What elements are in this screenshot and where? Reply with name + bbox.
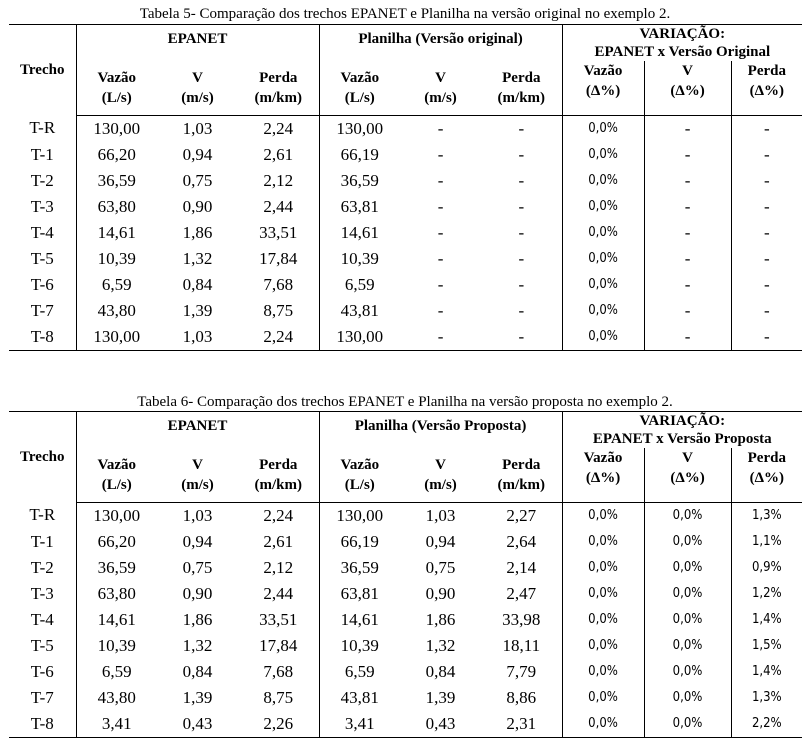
epanet-v-cell: 0,90 [182, 196, 213, 216]
planilha-vazao-cell: 36,59 [319, 168, 400, 194]
table-row [9, 685, 802, 711]
planilha-vazao-cell: 14,61 [319, 607, 400, 633]
variacao-subtitle: EPANET x Versão Original [594, 44, 771, 60]
trecho-cell: T-R [29, 505, 56, 525]
table6-body [9, 502, 802, 737]
epanet-v-cell: 1,32 [182, 635, 213, 655]
delta-v-cell: 0,0% [644, 633, 731, 659]
dv-unit: (Δ%) [670, 83, 705, 99]
vazao-label: Vazão [340, 456, 380, 473]
planilha-velocidade-header [400, 448, 481, 502]
delta-vazao-cell: 0,0% [562, 633, 644, 659]
variacao-group-header [562, 25, 802, 62]
table-row [9, 502, 802, 529]
trecho-cell: T-6 [30, 274, 54, 294]
delta-v-cell: 0,0% [644, 659, 731, 685]
epanet-vazao-cell: 63,80 [76, 581, 157, 607]
epanet-group-header: EPANET [76, 25, 319, 62]
epanet-vazao-cell: 36,59 [76, 555, 157, 581]
planilha-perda-cell: 2,31 [506, 713, 537, 733]
perda-label: Perda [259, 456, 298, 473]
planilha-vazao-header [319, 448, 400, 502]
delta-v-cell: - [644, 324, 731, 351]
epanet-v-cell: 1,03 [182, 118, 213, 138]
delta-v-cell: - [644, 246, 731, 272]
epanet-v-cell: 1,86 [182, 609, 213, 629]
vazao-unit: (L/s) [344, 89, 375, 106]
planilha-vazao-cell: 130,00 [319, 324, 400, 351]
delta-v-cell: - [644, 194, 731, 220]
table-row [9, 324, 802, 351]
trecho-cell: T-1 [30, 144, 54, 164]
table-row [9, 168, 802, 194]
delta-perda-cell: 1,4% [731, 607, 802, 633]
table-row [9, 529, 802, 555]
perda-label: Perda [502, 69, 541, 86]
delta-v-cell: - [644, 272, 731, 298]
epanet-perda-cell: 7,68 [263, 661, 294, 681]
dv-header [644, 61, 731, 115]
planilha-perda-cell: 18,11 [502, 635, 541, 655]
epanet-v-cell: 0,90 [182, 583, 213, 603]
planilha-perda-cell: - [518, 118, 525, 138]
trecho-cell: T-4 [30, 222, 54, 242]
delta-v-cell: 0,0% [644, 607, 731, 633]
delta-perda-cell: 2,2% [731, 711, 802, 738]
planilha-v-cell: - [437, 222, 444, 242]
planilha-vazao-cell: 6,59 [319, 659, 400, 685]
planilha-vazao-header [319, 61, 400, 115]
epanet-v-cell: 0,75 [182, 170, 213, 190]
velocidade-label: V [435, 69, 446, 86]
planilha-vazao-cell: 36,59 [319, 555, 400, 581]
planilha-v-cell: 0,43 [425, 713, 456, 733]
epanet-v-cell: 1,39 [182, 300, 213, 320]
delta-v-cell: - [644, 298, 731, 324]
table-row [9, 142, 802, 168]
epanet-vazao-cell: 36,59 [76, 168, 157, 194]
delta-vazao-cell: 0,0% [562, 220, 644, 246]
trecho-cell: T-7 [30, 300, 54, 320]
trecho-cell: T-8 [30, 326, 54, 346]
delta-vazao-cell: 0,0% [562, 324, 644, 351]
epanet-vazao-cell: 130,00 [76, 502, 157, 529]
delta-perda-cell: - [731, 298, 802, 324]
vazao-unit: (L/s) [344, 476, 375, 493]
dvazao-label: Vazão [583, 63, 623, 79]
delta-v-cell: 0,0% [644, 685, 731, 711]
planilha-perda-cell: 33,98 [502, 609, 541, 629]
dperda-label: Perda [747, 450, 786, 466]
delta-v-cell: - [644, 115, 731, 142]
delta-vazao-cell: 0,0% [562, 246, 644, 272]
epanet-vazao-cell: 6,59 [76, 659, 157, 685]
delta-vazao-cell: 0,0% [562, 272, 644, 298]
velocidade-label: V [192, 69, 203, 86]
planilha-vazao-cell: 66,19 [319, 529, 400, 555]
delta-perda-cell: - [731, 168, 802, 194]
planilha-vazao-cell: 43,81 [319, 298, 400, 324]
epanet-perda-cell: 2,12 [263, 557, 294, 577]
epanet-v-cell: 0,84 [182, 274, 213, 294]
epanet-perda-cell: 2,61 [263, 531, 294, 551]
planilha-group-header: Planilha (Versão Proposta) [319, 412, 562, 449]
epanet-v-cell: 0,43 [182, 713, 213, 733]
trecho-cell: T-3 [30, 196, 54, 216]
planilha-v-cell: 0,94 [425, 531, 456, 551]
planilha-v-cell: 1,32 [425, 635, 456, 655]
table5-body [9, 115, 802, 350]
dperda-unit: (Δ%) [749, 83, 785, 99]
dperda-header [731, 61, 802, 115]
vazao-header [76, 448, 157, 502]
trecho-cell: T-5 [30, 635, 54, 655]
planilha-vazao-cell: 10,39 [319, 633, 400, 659]
planilha-perda-cell: - [518, 300, 525, 320]
velocidade-unit: (m/s) [424, 476, 457, 493]
perda-label: Perda [502, 456, 541, 473]
planilha-v-cell: - [437, 274, 444, 294]
epanet-v-cell: 1,86 [182, 222, 213, 242]
planilha-perda-cell: - [518, 274, 525, 294]
perda-unit: (m/km) [254, 89, 303, 106]
planilha-vazao-cell: 43,81 [319, 685, 400, 711]
planilha-perda-header [481, 448, 562, 502]
dv-label: V [682, 63, 693, 79]
trecho-cell: T-1 [30, 531, 54, 551]
epanet-perda-cell: 2,26 [263, 713, 294, 733]
dvazao-label: Vazão [583, 450, 623, 466]
trecho-header: Trecho [20, 448, 65, 465]
planilha-perda-cell: 2,27 [506, 505, 537, 525]
epanet-v-cell: 1,03 [182, 505, 213, 525]
velocidade-unit: (m/s) [181, 476, 214, 493]
table-row [9, 607, 802, 633]
trecho-cell: T-6 [30, 661, 54, 681]
planilha-perda-cell: - [518, 326, 525, 346]
epanet-perda-cell: 8,75 [263, 687, 294, 707]
delta-perda-cell: - [731, 194, 802, 220]
trecho-cell: T-5 [30, 248, 54, 268]
epanet-perda-cell: 33,51 [259, 609, 298, 629]
planilha-perda-cell: - [518, 222, 525, 242]
variacao-title: VARIAÇÃO: [639, 413, 726, 429]
planilha-perda-cell: - [518, 196, 525, 216]
table-row [9, 555, 802, 581]
epanet-v-cell: 0,84 [182, 661, 213, 681]
dv-unit: (Δ%) [670, 470, 705, 486]
table6-caption: Tabela 6- Comparação dos trechos EPANET e Planilha na versão proposta no exemplo 2. [137, 394, 673, 410]
epanet-perda-cell: 2,24 [263, 505, 294, 525]
trecho-cell: T-3 [30, 583, 54, 603]
delta-vazao-cell: 0,0% [562, 298, 644, 324]
epanet-perda-cell: 2,24 [263, 326, 294, 346]
delta-v-cell: 0,0% [644, 711, 731, 738]
vazao-unit: (L/s) [101, 89, 132, 106]
planilha-vazao-cell: 3,41 [319, 711, 400, 738]
perda-header [238, 448, 319, 502]
epanet-vazao-cell: 63,80 [76, 194, 157, 220]
dperda-unit: (Δ%) [749, 470, 784, 486]
delta-v-cell: - [644, 142, 731, 168]
perda-unit: (m/km) [497, 89, 546, 106]
vazao-unit: (L/s) [101, 476, 132, 493]
epanet-vazao-cell: 6,59 [76, 272, 157, 298]
planilha-perda-cell: 2,64 [506, 531, 537, 551]
planilha-vazao-cell: 63,81 [319, 581, 400, 607]
epanet-v-cell: 0,94 [182, 531, 213, 551]
epanet-v-cell: 1,32 [182, 248, 213, 268]
delta-perda-cell: - [731, 142, 802, 168]
epanet-perda-cell: 2,44 [263, 196, 294, 216]
delta-vazao-cell: 0,0% [562, 711, 644, 738]
delta-vazao-cell: 0,0% [562, 607, 644, 633]
planilha-v-cell: 1,03 [425, 505, 456, 525]
epanet-vazao-cell: 14,61 [76, 607, 157, 633]
planilha-perda-cell: 8,86 [506, 687, 537, 707]
dvazao-unit: (Δ%) [585, 470, 621, 486]
planilha-vazao-cell: 6,59 [319, 272, 400, 298]
delta-perda-cell: 1,5% [731, 633, 802, 659]
epanet-perda-cell: 7,68 [263, 274, 294, 294]
planilha-perda-cell: - [518, 144, 525, 164]
delta-vazao-cell: 0,0% [562, 194, 644, 220]
delta-vazao-cell: 0,0% [562, 142, 644, 168]
trecho-cell: T-2 [30, 170, 54, 190]
delta-perda-cell: 1,1% [731, 529, 802, 555]
vazao-label: Vazão [97, 69, 137, 86]
delta-perda-cell: - [731, 220, 802, 246]
vazao-label: Vazão [97, 456, 137, 473]
perda-unit: (m/km) [497, 476, 546, 493]
trecho-cell: T-2 [30, 557, 54, 577]
epanet-vazao-cell: 66,20 [76, 529, 157, 555]
planilha-v-cell: - [437, 144, 444, 164]
delta-vazao-cell: 0,0% [562, 555, 644, 581]
dvazao-unit: (Δ%) [585, 83, 621, 99]
table-row [9, 298, 802, 324]
perda-unit: (m/km) [254, 476, 303, 493]
planilha-v-cell: 0,75 [425, 557, 456, 577]
planilha-vazao-cell: 14,61 [319, 220, 400, 246]
delta-v-cell: 0,0% [644, 555, 731, 581]
dv-header [644, 448, 731, 502]
epanet-vazao-cell: 10,39 [76, 633, 157, 659]
velocidade-header [157, 61, 238, 115]
epanet-perda-cell: 2,44 [263, 583, 294, 603]
dperda-header [731, 448, 802, 502]
planilha-v-cell: - [437, 326, 444, 346]
delta-perda-cell: 1,2% [731, 581, 802, 607]
delta-perda-cell: - [731, 324, 802, 351]
delta-perda-cell: - [731, 272, 802, 298]
table5 [9, 24, 802, 351]
variacao-title: VARIAÇÃO: [639, 26, 726, 42]
epanet-v-cell: 1,03 [182, 326, 213, 346]
delta-perda-cell: 1,4% [731, 659, 802, 685]
dvazao-header [562, 61, 644, 115]
epanet-vazao-cell: 130,00 [76, 115, 157, 142]
planilha-perda-cell: 2,47 [506, 583, 537, 603]
delta-v-cell: 0,0% [644, 529, 731, 555]
planilha-v-cell: 1,86 [425, 609, 456, 629]
epanet-vazao-cell: 14,61 [76, 220, 157, 246]
velocidade-unit: (m/s) [424, 89, 457, 106]
variacao-group-header [562, 412, 802, 449]
table-row [9, 115, 802, 142]
trecho-cell: T-7 [30, 687, 54, 707]
velocidade-label: V [192, 456, 203, 473]
epanet-perda-cell: 33,51 [259, 222, 298, 242]
planilha-vazao-cell: 63,81 [319, 194, 400, 220]
epanet-v-cell: 0,94 [182, 144, 213, 164]
delta-vazao-cell: 0,0% [562, 502, 644, 529]
delta-perda-cell: - [731, 246, 802, 272]
planilha-v-cell: 1,39 [425, 687, 456, 707]
vazao-header [76, 61, 157, 115]
planilha-v-cell: 0,84 [425, 661, 456, 681]
table-row [9, 711, 802, 738]
table-row [9, 246, 802, 272]
epanet-perda-cell: 17,84 [259, 248, 298, 268]
table5-caption: Tabela 5- Comparação dos trechos EPANET e Planilha na versão original no exemplo 2. [139, 6, 671, 22]
planilha-perda-header [481, 61, 562, 115]
perda-label: Perda [259, 69, 298, 86]
planilha-velocidade-header [400, 61, 481, 115]
delta-v-cell: - [644, 168, 731, 194]
planilha-perda-cell: - [518, 248, 525, 268]
dperda-label: Perda [747, 63, 786, 79]
delta-v-cell: - [644, 220, 731, 246]
table-row [9, 659, 802, 685]
planilha-vazao-cell: 66,19 [319, 142, 400, 168]
delta-vazao-cell: 0,0% [562, 115, 644, 142]
epanet-vazao-cell: 130,00 [76, 324, 157, 351]
epanet-perda-cell: 17,84 [259, 635, 298, 655]
delta-perda-cell: 1,3% [731, 685, 802, 711]
epanet-vazao-cell: 10,39 [76, 246, 157, 272]
planilha-v-cell: - [437, 248, 444, 268]
delta-v-cell: 0,0% [644, 502, 731, 529]
table-row [9, 633, 802, 659]
planilha-perda-cell: 2,14 [506, 557, 537, 577]
table6 [9, 411, 802, 738]
delta-v-cell: 0,0% [644, 581, 731, 607]
epanet-group-header: EPANET [76, 412, 319, 449]
planilha-perda-cell: - [518, 170, 525, 190]
epanet-vazao-cell: 43,80 [76, 298, 157, 324]
planilha-v-cell: - [437, 118, 444, 138]
velocidade-header [157, 448, 238, 502]
velocidade-unit: (m/s) [181, 89, 214, 106]
table-row [9, 272, 802, 298]
perda-header [238, 61, 319, 115]
planilha-vazao-cell: 130,00 [319, 115, 400, 142]
velocidade-label: V [435, 456, 446, 473]
delta-perda-cell: 0,9% [731, 555, 802, 581]
epanet-vazao-cell: 43,80 [76, 685, 157, 711]
delta-perda-cell: 1,3% [731, 502, 802, 529]
planilha-v-cell: - [437, 170, 444, 190]
epanet-perda-cell: 2,61 [263, 144, 294, 164]
table-row [9, 194, 802, 220]
epanet-v-cell: 0,75 [182, 557, 213, 577]
delta-vazao-cell: 0,0% [562, 581, 644, 607]
planilha-group-header: Planilha (Versão original) [319, 25, 562, 62]
planilha-perda-cell: 7,79 [506, 661, 537, 681]
planilha-v-cell: 0,90 [425, 583, 456, 603]
planilha-v-cell: - [437, 300, 444, 320]
dv-label: V [682, 450, 693, 466]
epanet-vazao-cell: 66,20 [76, 142, 157, 168]
epanet-perda-cell: 8,75 [263, 300, 294, 320]
trecho-cell: T-8 [30, 713, 54, 733]
trecho-cell: T-4 [30, 609, 54, 629]
table-row [9, 581, 802, 607]
table-row [9, 220, 802, 246]
planilha-vazao-cell: 130,00 [319, 502, 400, 529]
variacao-subtitle: EPANET x Versão Proposta [592, 431, 772, 447]
epanet-v-cell: 1,39 [182, 687, 213, 707]
trecho-header: Trecho [20, 61, 65, 78]
epanet-perda-cell: 2,12 [263, 170, 294, 190]
dvazao-header [562, 448, 644, 502]
planilha-vazao-cell: 10,39 [319, 246, 400, 272]
delta-perda-cell: - [731, 115, 802, 142]
vazao-label: Vazão [340, 69, 380, 86]
epanet-vazao-cell: 3,41 [76, 711, 157, 738]
delta-vazao-cell: 0,0% [562, 659, 644, 685]
delta-vazao-cell: 0,0% [562, 529, 644, 555]
delta-vazao-cell: 0,0% [562, 685, 644, 711]
planilha-v-cell: - [437, 196, 444, 216]
epanet-perda-cell: 2,24 [263, 118, 294, 138]
delta-vazao-cell: 0,0% [562, 168, 644, 194]
trecho-cell: T-R [29, 118, 56, 138]
